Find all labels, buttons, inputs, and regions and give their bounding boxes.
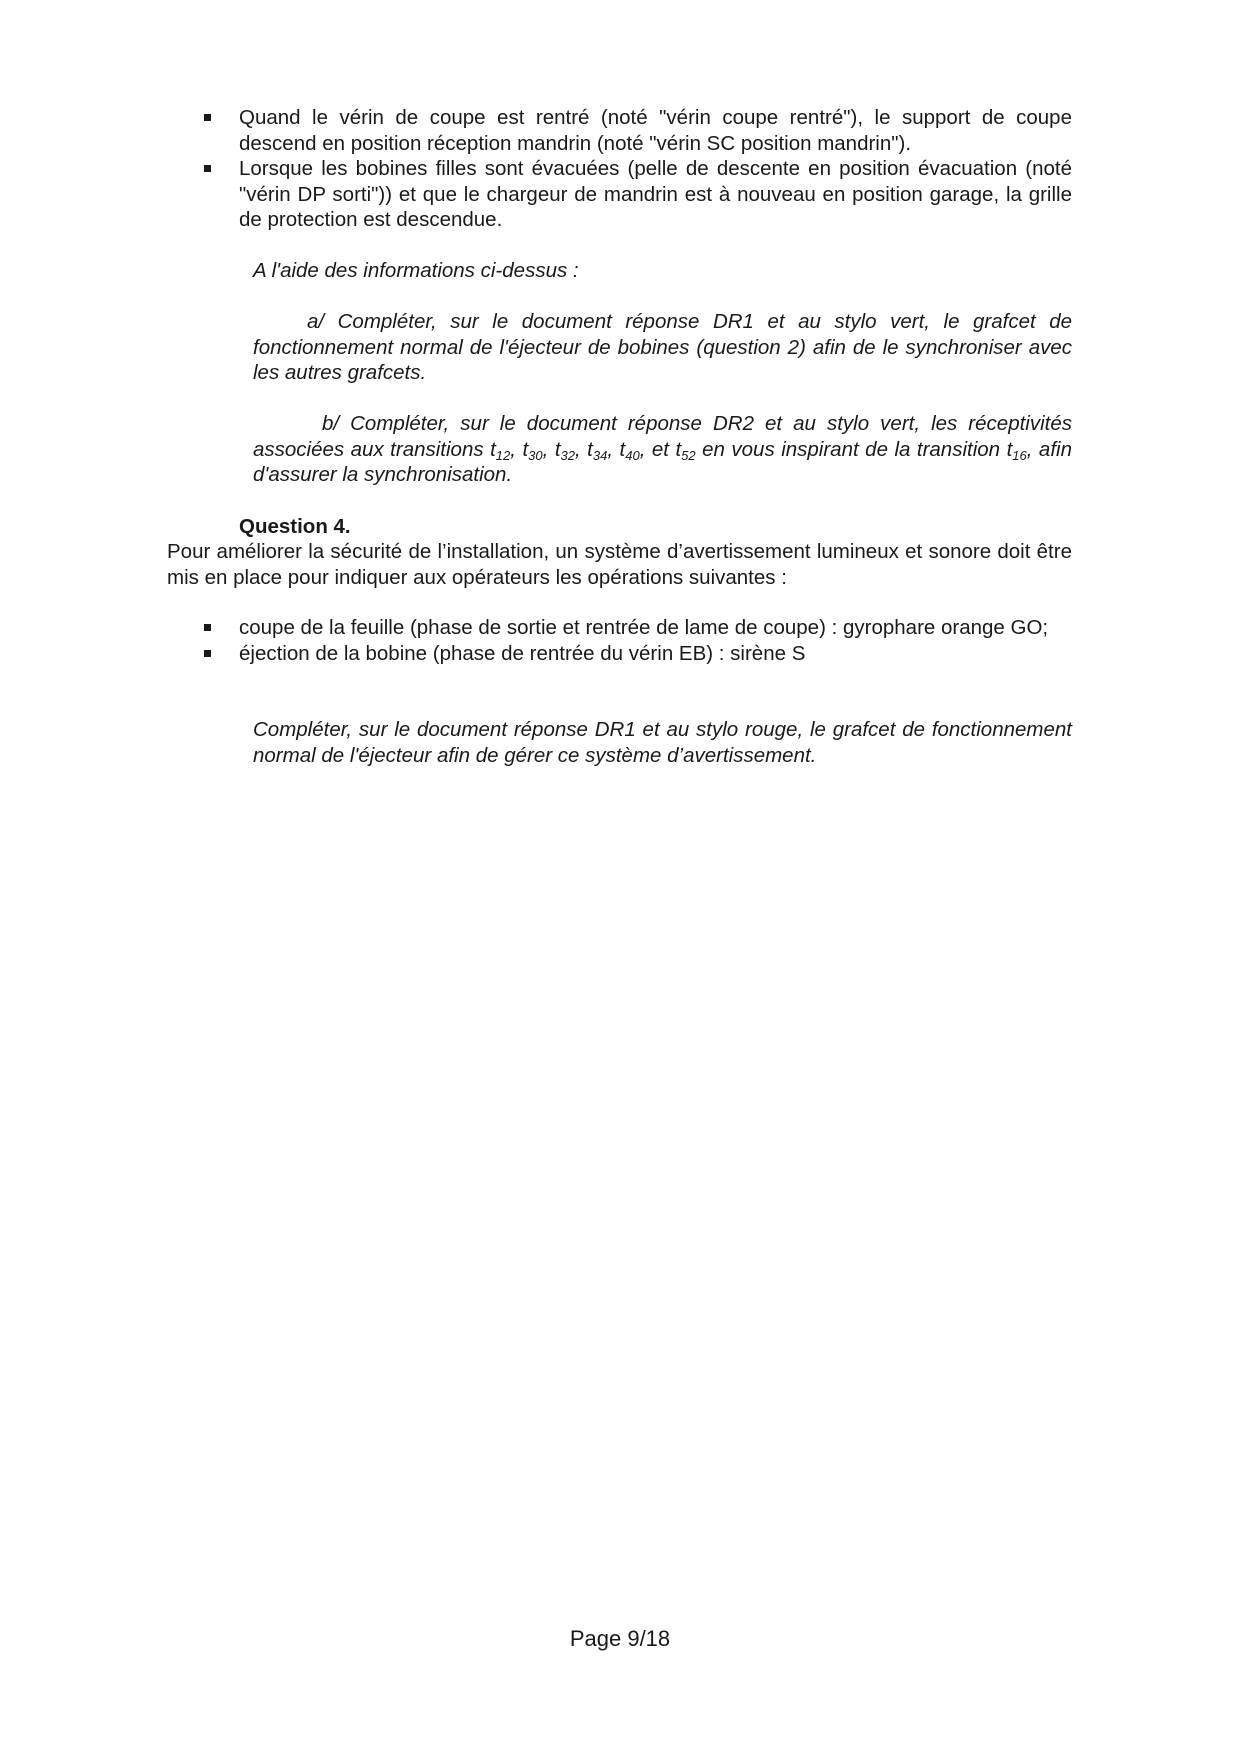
instructions-intro: A l'aide des informations ci-dessus : xyxy=(253,259,579,282)
bullet-list-q4 xyxy=(204,615,1072,666)
transition-t16: $t_{16}$ xyxy=(1006,437,1027,463)
transition-t52: $t_{52}$ xyxy=(675,437,696,463)
instruction-part-a: a/ Compléter, sur le document réponse DR1 et au stylo vert, le grafcet de fonctionnement normal de l'éjecteur de bobines (question 2) afin de le synchroniser avec les autres grafcets. xyxy=(253,310,1072,384)
bullet-list-top xyxy=(204,105,1072,233)
list-item xyxy=(204,105,1072,156)
page-number: Page 9/18 xyxy=(569,1626,671,1651)
question4-instruction: Compléter, sur le document réponse DR1 et au stylo rouge, le grafcet de fonctionnement normal de l'éjecteur afin de gérer ce système d’avertissement. xyxy=(253,718,1072,767)
square-bullet-icon xyxy=(204,114,211,121)
transition-t30: $t_{30}$ xyxy=(522,437,543,463)
bullet-text: Quand le vérin de coupe est rentré (noté "vérin coupe rentré"), le support de coupe descend en position réception mandrin (noté "vérin SC position mandrin"). xyxy=(239,106,1072,155)
square-bullet-icon xyxy=(204,624,211,631)
instruction-part-b: b/ Compléter, sur le document réponse DR2 et au stylo vert, les réceptivités associées aux transitions $t_{12}$, $t_{30}$, $t_{32}$, $t_{34}$, $t_{40}$, et $t_{52}$ en vous inspirant de la transition $t_{16}$, afin d'assurer la synchronisation. xyxy=(253,412,1072,486)
bullet-text: éjection de la bobine (phase de rentrée du vérin EB) : sirène S xyxy=(239,641,806,665)
question-paragraph: Pour améliorer la sécurité de l’installation, un système d’avertissement lumineux et sonore doit être mis en place pour indiquer aux opérateurs les opérations suivantes : xyxy=(167,540,1072,589)
list-item xyxy=(204,641,1072,667)
list-item xyxy=(204,156,1072,233)
square-bullet-icon xyxy=(204,650,211,657)
list-item xyxy=(204,615,1072,641)
square-bullet-icon xyxy=(204,165,211,172)
transition-t12: $t_{12}$ xyxy=(490,437,511,463)
transition-t40: $t_{40}$ xyxy=(619,437,640,463)
bullet-text: coupe de la feuille (phase de sortie et rentrée de lame de coupe) : gyrophare orange GO; xyxy=(239,616,1049,639)
transition-t34: $t_{34}$ xyxy=(587,437,608,463)
question-title: Question 4. xyxy=(239,515,351,538)
transition-t32: $t_{32}$ xyxy=(554,437,575,463)
bullet-text: Lorsque les bobines filles sont évacuées (pelle de descente en position évacuation (noté "vérin DP sorti")) et que le chargeur de mandrin est à nouveau en position garage, la grille de protection est descendue. xyxy=(239,157,1072,231)
